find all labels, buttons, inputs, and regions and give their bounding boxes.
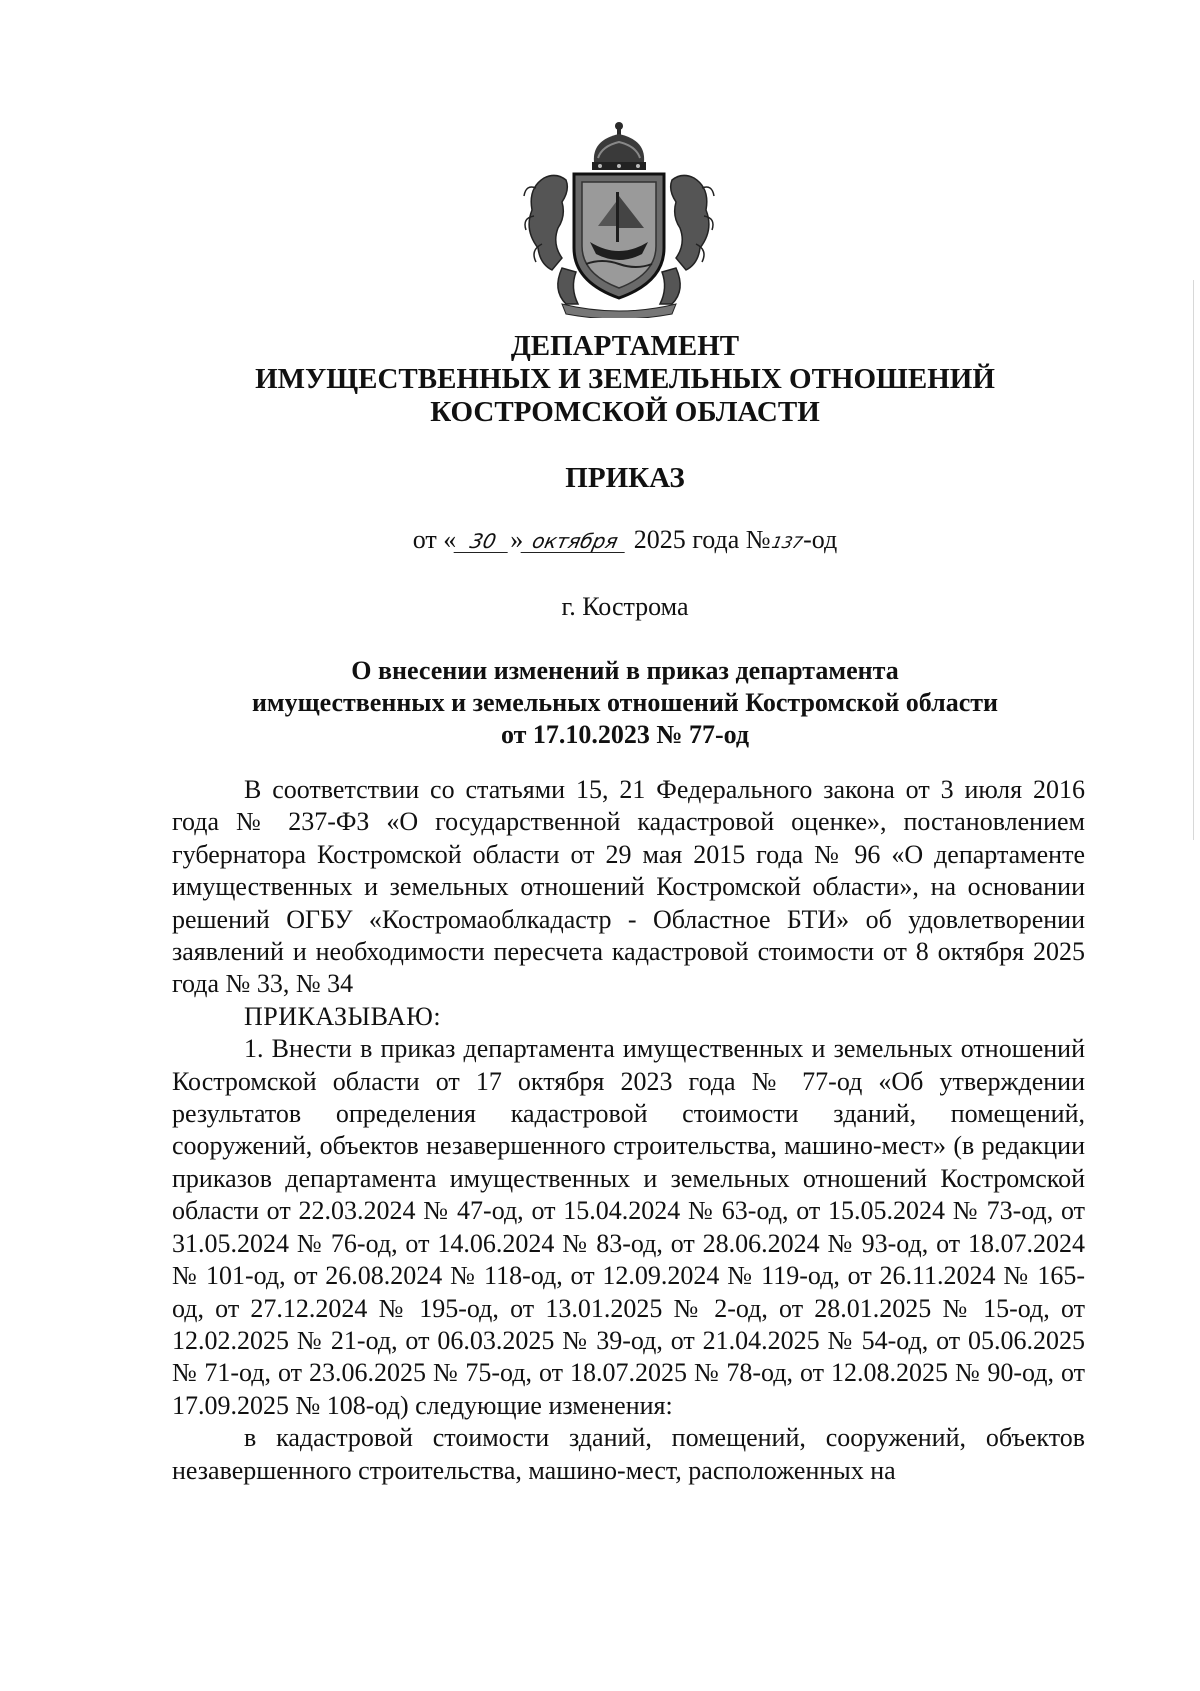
clause-1-paragraph: 1. Внести в приказ департамента имущественных и земельных отношений Костромской области от 17 октября 2023 года № 77-од «Об утверждении результатов определения кадастровой стоимости зданий, помещений, сооружений, объектов незавершенного строительства, машино-мест» (в редакции приказов департамента имущественных и земельных отношений Костромской области от 22.03.2024 № 47-од, от 15.04.2024 № 63-од, от 15.05.2024 № 73-од, от 31.05.2024 № 76-од, от 14.06.2024 № 83-од, от 28.06.2024 № 93-од, от 18.07.2024 № 101-од, от 26.08.2024 № 118-од, от 12.09.2024 № 119-од, от 26.11.2024 № 165-од, от 27.12.2024 № 195-од, от 13.01.2025 № 2-од, от 28.01.2025 № 15-од, от 12.02.2025 № 21-од, от 06.03.2025 № 39-од, от 21.04.2025 № 54-од, от 05.06.2025 № 71-од, от 23.06.2025 № 75-од, от 18.07.2025 № 78-од, от 12.08.2025 № 90-од, от 17.09.2025 № 108-од) следующие изменения: — [172, 1034, 1085, 1420]
subject-line-2: имущественных и земельных отношений Костромской области — [251, 688, 999, 717]
handwritten-month: октября — [521, 530, 630, 553]
handwritten-order-number: 137 — [769, 533, 805, 552]
document-body — [172, 774, 1085, 1487]
subject-line-1: О внесении изменений в приказ департамента — [351, 656, 899, 685]
date-prefix: от « — [412, 525, 457, 554]
kostroma-coat-of-arms-emblem — [522, 118, 716, 318]
department-title — [0, 330, 1200, 429]
preamble-paragraph: В соответствии со статьями 15, 21 Федерального закона от 3 июля 2016 года № 237-ФЗ «О государственной кадастровой оценке», постановлением губернатора Костромской области от 29 мая 2015 года № 96 «О департаменте имущественных и земельных отношений Костромской области», на основании решений ОГБУ «Костромаоблкадастр - Областное БТИ» об удовлетворении заявлений и необходимости пересчета кадастровой стоимости от 8 октября 2025 года № 33, № 34 — [172, 775, 1085, 999]
handwritten-day: 30 — [454, 530, 513, 553]
year-text: 2025 года № — [633, 525, 771, 554]
number-suffix: -од — [803, 525, 838, 554]
date-mid: » — [510, 525, 524, 554]
dept-line-3: КОСТРОМСКОЙ ОБЛАСТИ — [430, 396, 820, 428]
date-and-number-line — [0, 525, 1200, 555]
dept-line-1: ДЕПАРТАМЕНТ — [510, 330, 740, 362]
scan-artifact-line — [1193, 280, 1194, 840]
order-keyword: ПРИКАЗЫВАЮ: — [244, 1001, 442, 1031]
subject-line-3: от 17.10.2023 № 77-од — [500, 720, 750, 749]
document-subject — [0, 655, 1200, 751]
clause-1-changes-paragraph: в кадастровой стоимости зданий, помещений, сооружений, объектов незавершенного строительства, машино-мест, расположенных на — [172, 1423, 1085, 1485]
document-type-heading: ПРИКАЗ — [565, 462, 685, 494]
city-name: г. Кострома — [561, 592, 689, 621]
dept-line-2: ИМУЩЕСТВЕННЫХ И ЗЕМЕЛЬНЫХ ОТНОШЕНИЙ — [255, 363, 995, 395]
